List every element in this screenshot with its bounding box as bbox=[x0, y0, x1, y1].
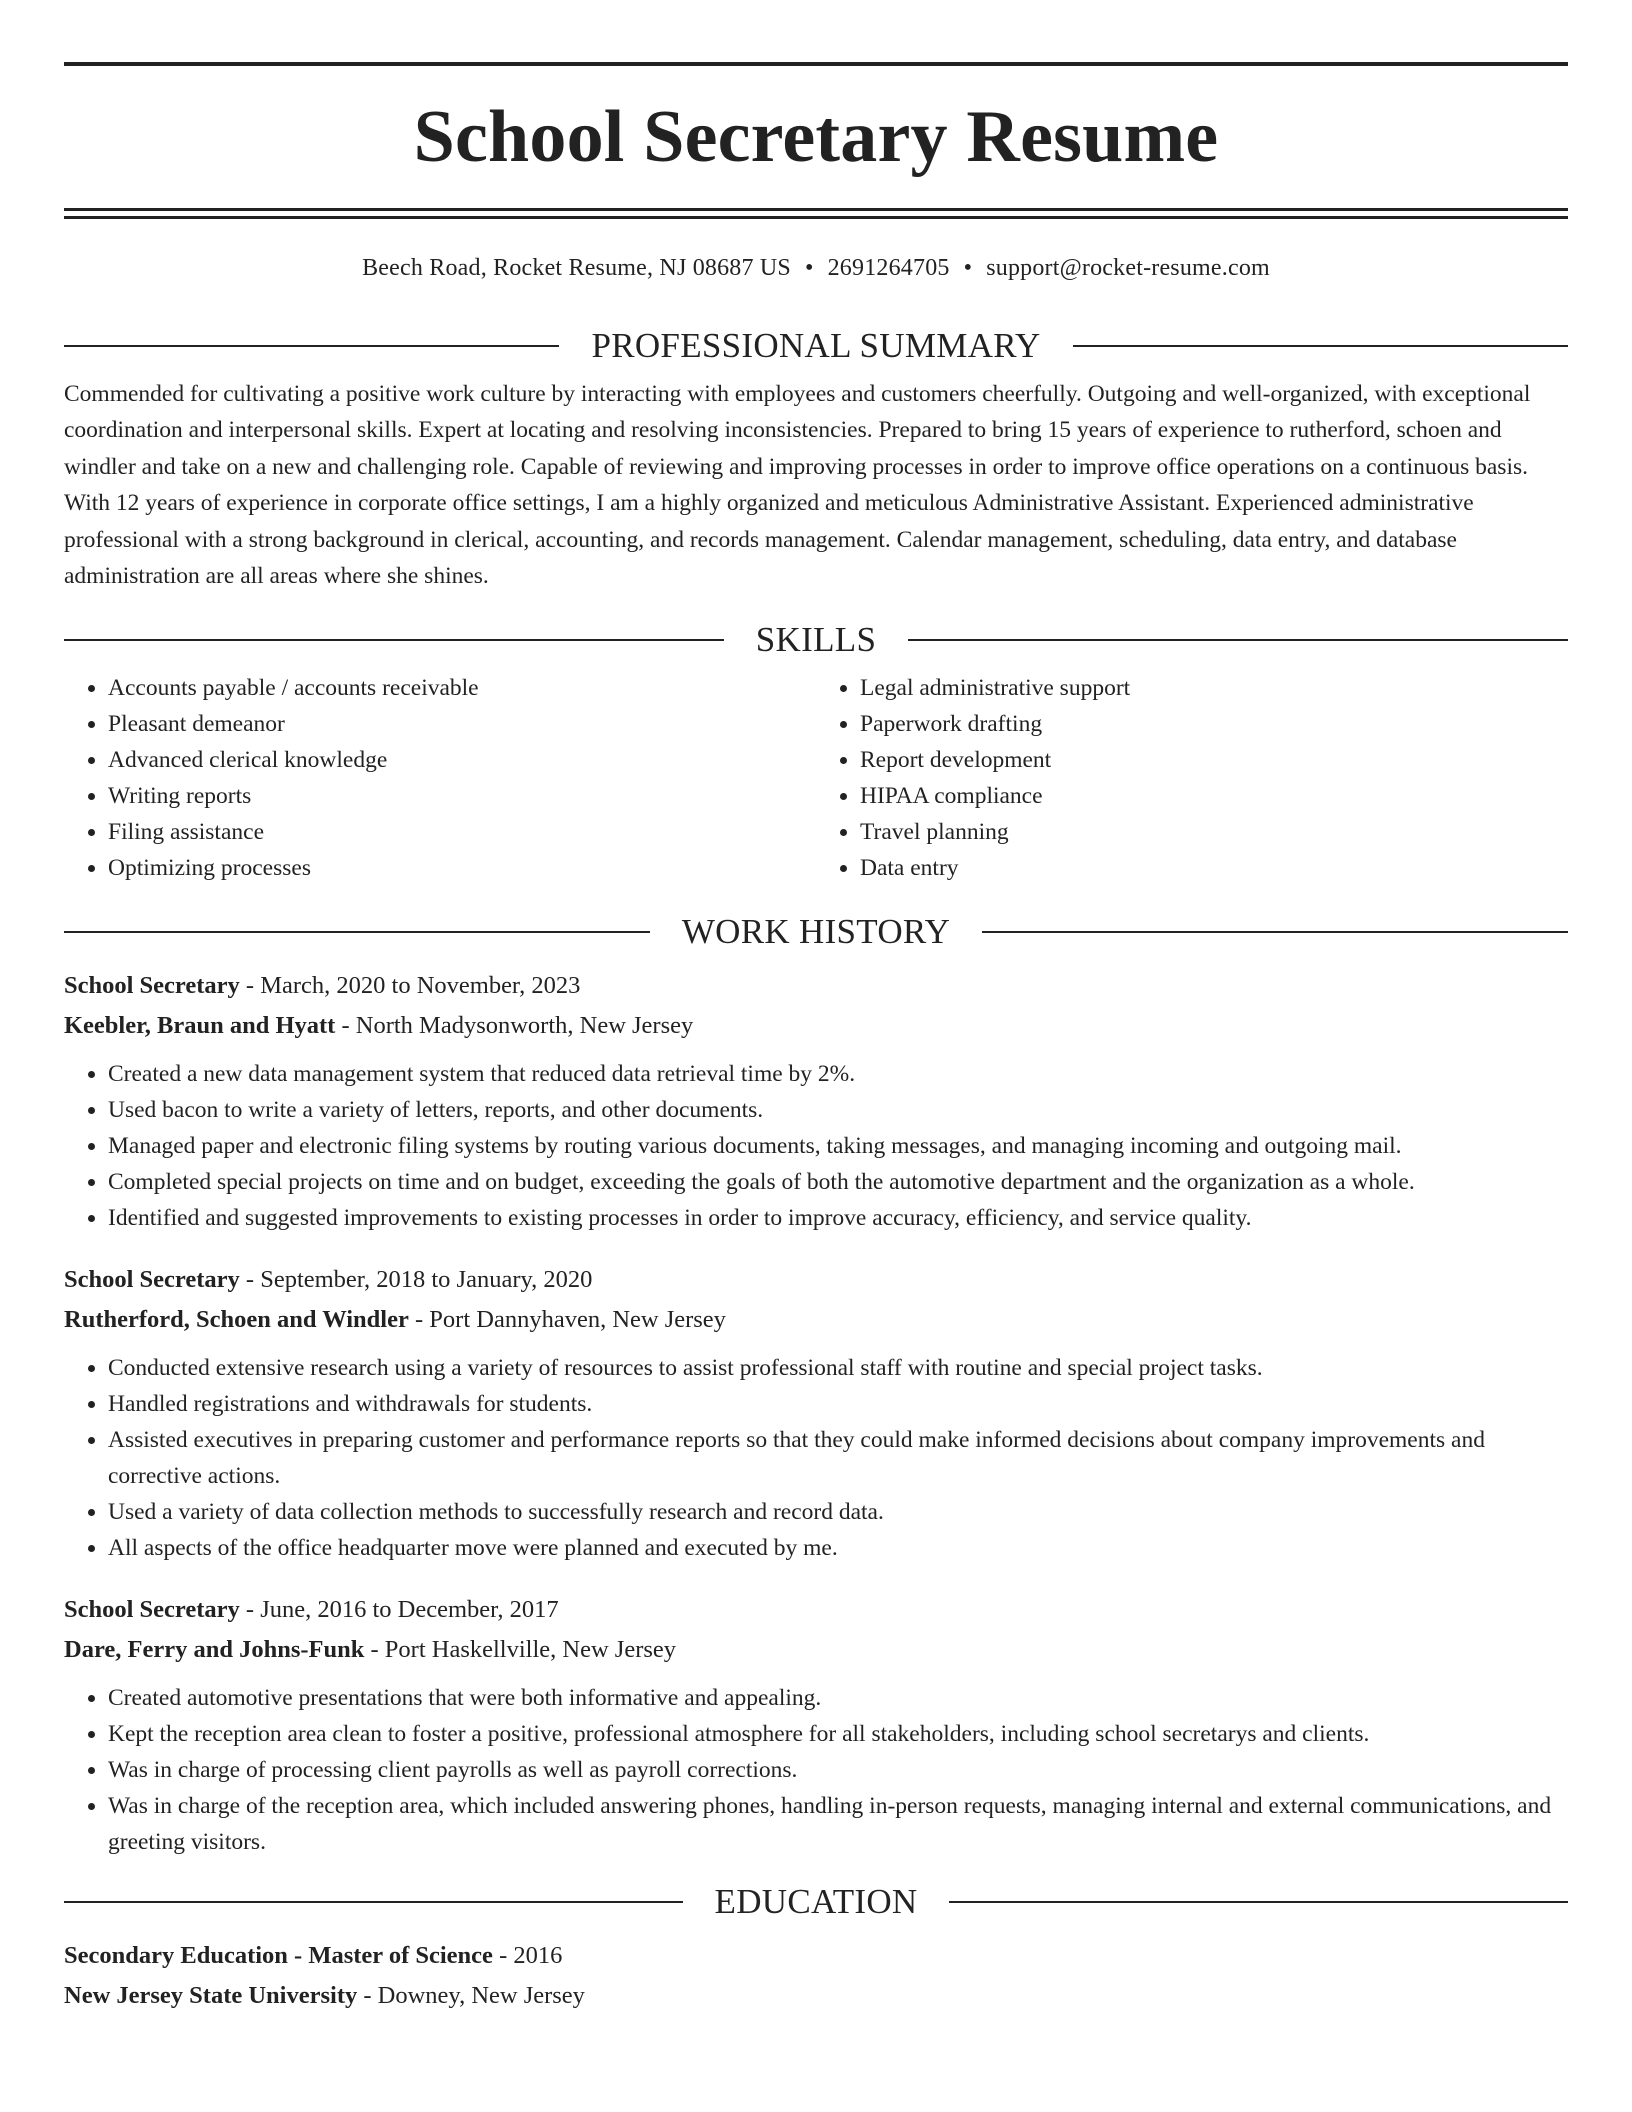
heading-label: EDUCATION bbox=[714, 1882, 918, 1922]
heading-label: SKILLS bbox=[755, 620, 877, 660]
job-bullet: • Was in charge of the reception area, which included answering phones, handling in-person requests, managing internal and external communications, and greeting visitors. bbox=[108, 1788, 1568, 1860]
skill-item: • HIPAA compliance bbox=[860, 778, 1568, 814]
skill-item: • Filing assistance bbox=[108, 814, 816, 850]
summary-text: Commended for cultivating a positive work culture by interacting with employees and customers cheerfully. Outgoing and well-organized, with exceptional coordination and interpersonal skills. Expert at locating and resolving inconsistencies. Prepared to bring 15 years of experience to rutherford, schoen and windler and take on a new and challenging role. Capable of reviewing and improving processes in order to improve office operations on a continuous basis. With 12 years of experience in corporate office settings, I am a highly organized and meticulous Administrative Assistant. Experienced administrative professional with a strong background in clerical, accounting, and records management. Calendar management, scheduling, data entry, and database administration are all areas where she shines. bbox=[64, 381, 1531, 590]
job-title-line bbox=[64, 966, 1568, 1006]
job-location: - North Madysonworth, New Jersey bbox=[335, 1012, 694, 1040]
skills-column-left bbox=[64, 670, 816, 886]
heading-label: PROFESSIONAL SUMMARY bbox=[591, 326, 1041, 365]
contact-line bbox=[64, 255, 1568, 282]
separator-dot: • bbox=[804, 255, 814, 281]
heading-label: WORK HISTORY bbox=[681, 912, 951, 952]
skill-item: • Travel planning bbox=[860, 814, 1568, 850]
job-bullet: • Created automotive presentations that were both informative and appealing. bbox=[108, 1680, 1568, 1716]
skill-item: • Legal administrative support bbox=[860, 670, 1568, 706]
degree-line bbox=[64, 1936, 1568, 1976]
job-title: School Secretary bbox=[64, 972, 240, 1000]
degree: Secondary Education - Master of Science bbox=[64, 1942, 493, 1970]
job-bullet: • Handled registrations and withdrawals for students. bbox=[108, 1386, 1568, 1422]
education-entry bbox=[64, 1936, 1568, 2016]
company-name: Dare, Ferry and Johns-Funk bbox=[64, 1636, 365, 1664]
heading-rule bbox=[982, 931, 1568, 933]
section-heading-summary bbox=[64, 326, 1568, 366]
job-title: School Secretary bbox=[64, 1266, 240, 1294]
job-bullet: • Was in charge of processing client payrolls as well as payroll corrections. bbox=[108, 1752, 1568, 1788]
skills-list bbox=[64, 670, 1568, 886]
skill-item: • Accounts payable / accounts receivable bbox=[108, 670, 816, 706]
job-bullet: • Conducted extensive research using a variety of resources to assist professional staff with routine and special project tasks. bbox=[108, 1350, 1568, 1386]
job-bullet: • Identified and suggested improvements to existing processes in order to improve accuracy, efficiency, and service quality. bbox=[108, 1200, 1568, 1236]
job-entry bbox=[64, 966, 1568, 1236]
title-rule-lower bbox=[64, 216, 1568, 219]
job-bullet: • Assisted executives in preparing customer and performance reports so that they could make informed decisions about company improvements and corrective actions. bbox=[108, 1422, 1568, 1494]
phone[interactable]: 2691264705 bbox=[827, 255, 950, 281]
school-location: - Downey, New Jersey bbox=[357, 1982, 585, 2010]
skill-item: • Advanced clerical knowledge bbox=[108, 742, 816, 778]
job-location: - Port Haskellville, New Jersey bbox=[364, 1636, 677, 1664]
job-title-line bbox=[64, 1590, 1568, 1630]
job-dates: - September, 2018 to January, 2020 bbox=[239, 1266, 593, 1294]
section-heading-work-history bbox=[64, 912, 1568, 952]
heading-rule bbox=[1073, 345, 1568, 347]
separator-dot: • bbox=[963, 255, 973, 281]
graduation-year: - 2016 bbox=[492, 1942, 563, 1970]
job-bullet: • Used bacon to write a variety of letters, reports, and other documents. bbox=[108, 1092, 1568, 1128]
job-company-line bbox=[64, 1300, 1568, 1340]
job-bullet: • Kept the reception area clean to foster a positive, professional atmosphere for all stakeholders, including school secretarys and clients. bbox=[108, 1716, 1568, 1752]
heading-rule bbox=[64, 931, 650, 933]
heading-rule bbox=[949, 1901, 1568, 1903]
company-name: Keebler, Braun and Hyatt bbox=[64, 1012, 336, 1040]
heading-rule bbox=[64, 639, 724, 641]
job-title-line bbox=[64, 1260, 1568, 1300]
job-bullet: • Completed special projects on time and on budget, exceeding the goals of both the automotive department and the organization as a whole. bbox=[108, 1164, 1568, 1200]
section-heading-skills bbox=[64, 620, 1568, 660]
heading-rule bbox=[908, 639, 1568, 641]
skill-item: • Writing reports bbox=[108, 778, 816, 814]
company-name: Rutherford, Schoen and Windler bbox=[64, 1306, 409, 1334]
email[interactable]: support@rocket-resume.com bbox=[986, 255, 1270, 281]
job-bullets bbox=[64, 1680, 1568, 1860]
job-bullets bbox=[64, 1056, 1568, 1236]
job-company-line bbox=[64, 1630, 1568, 1670]
skill-item: • Optimizing processes bbox=[108, 850, 816, 886]
address: Beech Road, Rocket Resume, NJ 08687 US bbox=[362, 255, 791, 281]
resume-title: School Secretary Resume bbox=[413, 96, 1219, 178]
job-location: - Port Dannyhaven, New Jersey bbox=[408, 1306, 726, 1334]
skill-item: • Paperwork drafting bbox=[860, 706, 1568, 742]
job-company-line bbox=[64, 1006, 1568, 1046]
job-dates: - March, 2020 to November, 2023 bbox=[239, 972, 581, 1000]
job-entry bbox=[64, 1590, 1568, 1860]
job-bullets bbox=[64, 1350, 1568, 1566]
school-name: New Jersey State University bbox=[64, 1982, 358, 2010]
skills-column-right bbox=[816, 670, 1568, 886]
heading-rule bbox=[64, 1901, 683, 1903]
section-heading-education bbox=[64, 1882, 1568, 1922]
job-title: School Secretary bbox=[64, 1596, 240, 1624]
school-line bbox=[64, 1976, 1568, 2016]
skill-item: • Report development bbox=[860, 742, 1568, 778]
resume-page bbox=[64, 0, 1568, 2016]
job-bullet: • Used a variety of data collection methods to successfully research and record data. bbox=[108, 1494, 1568, 1530]
job-dates: - June, 2016 to December, 2017 bbox=[239, 1596, 559, 1624]
job-bullet: • All aspects of the office headquarter move were planned and executed by me. bbox=[108, 1530, 1568, 1566]
job-bullet: • Managed paper and electronic filing systems by routing various documents, taking messages, and managing incoming and outgoing mail. bbox=[108, 1128, 1568, 1164]
skill-item: • Pleasant demeanor bbox=[108, 706, 816, 742]
heading-rule bbox=[64, 345, 559, 347]
job-entry bbox=[64, 1260, 1568, 1566]
skill-item: • Data entry bbox=[860, 850, 1568, 886]
job-bullet: • Created a new data management system that reduced data retrieval time by 2%. bbox=[108, 1056, 1568, 1092]
